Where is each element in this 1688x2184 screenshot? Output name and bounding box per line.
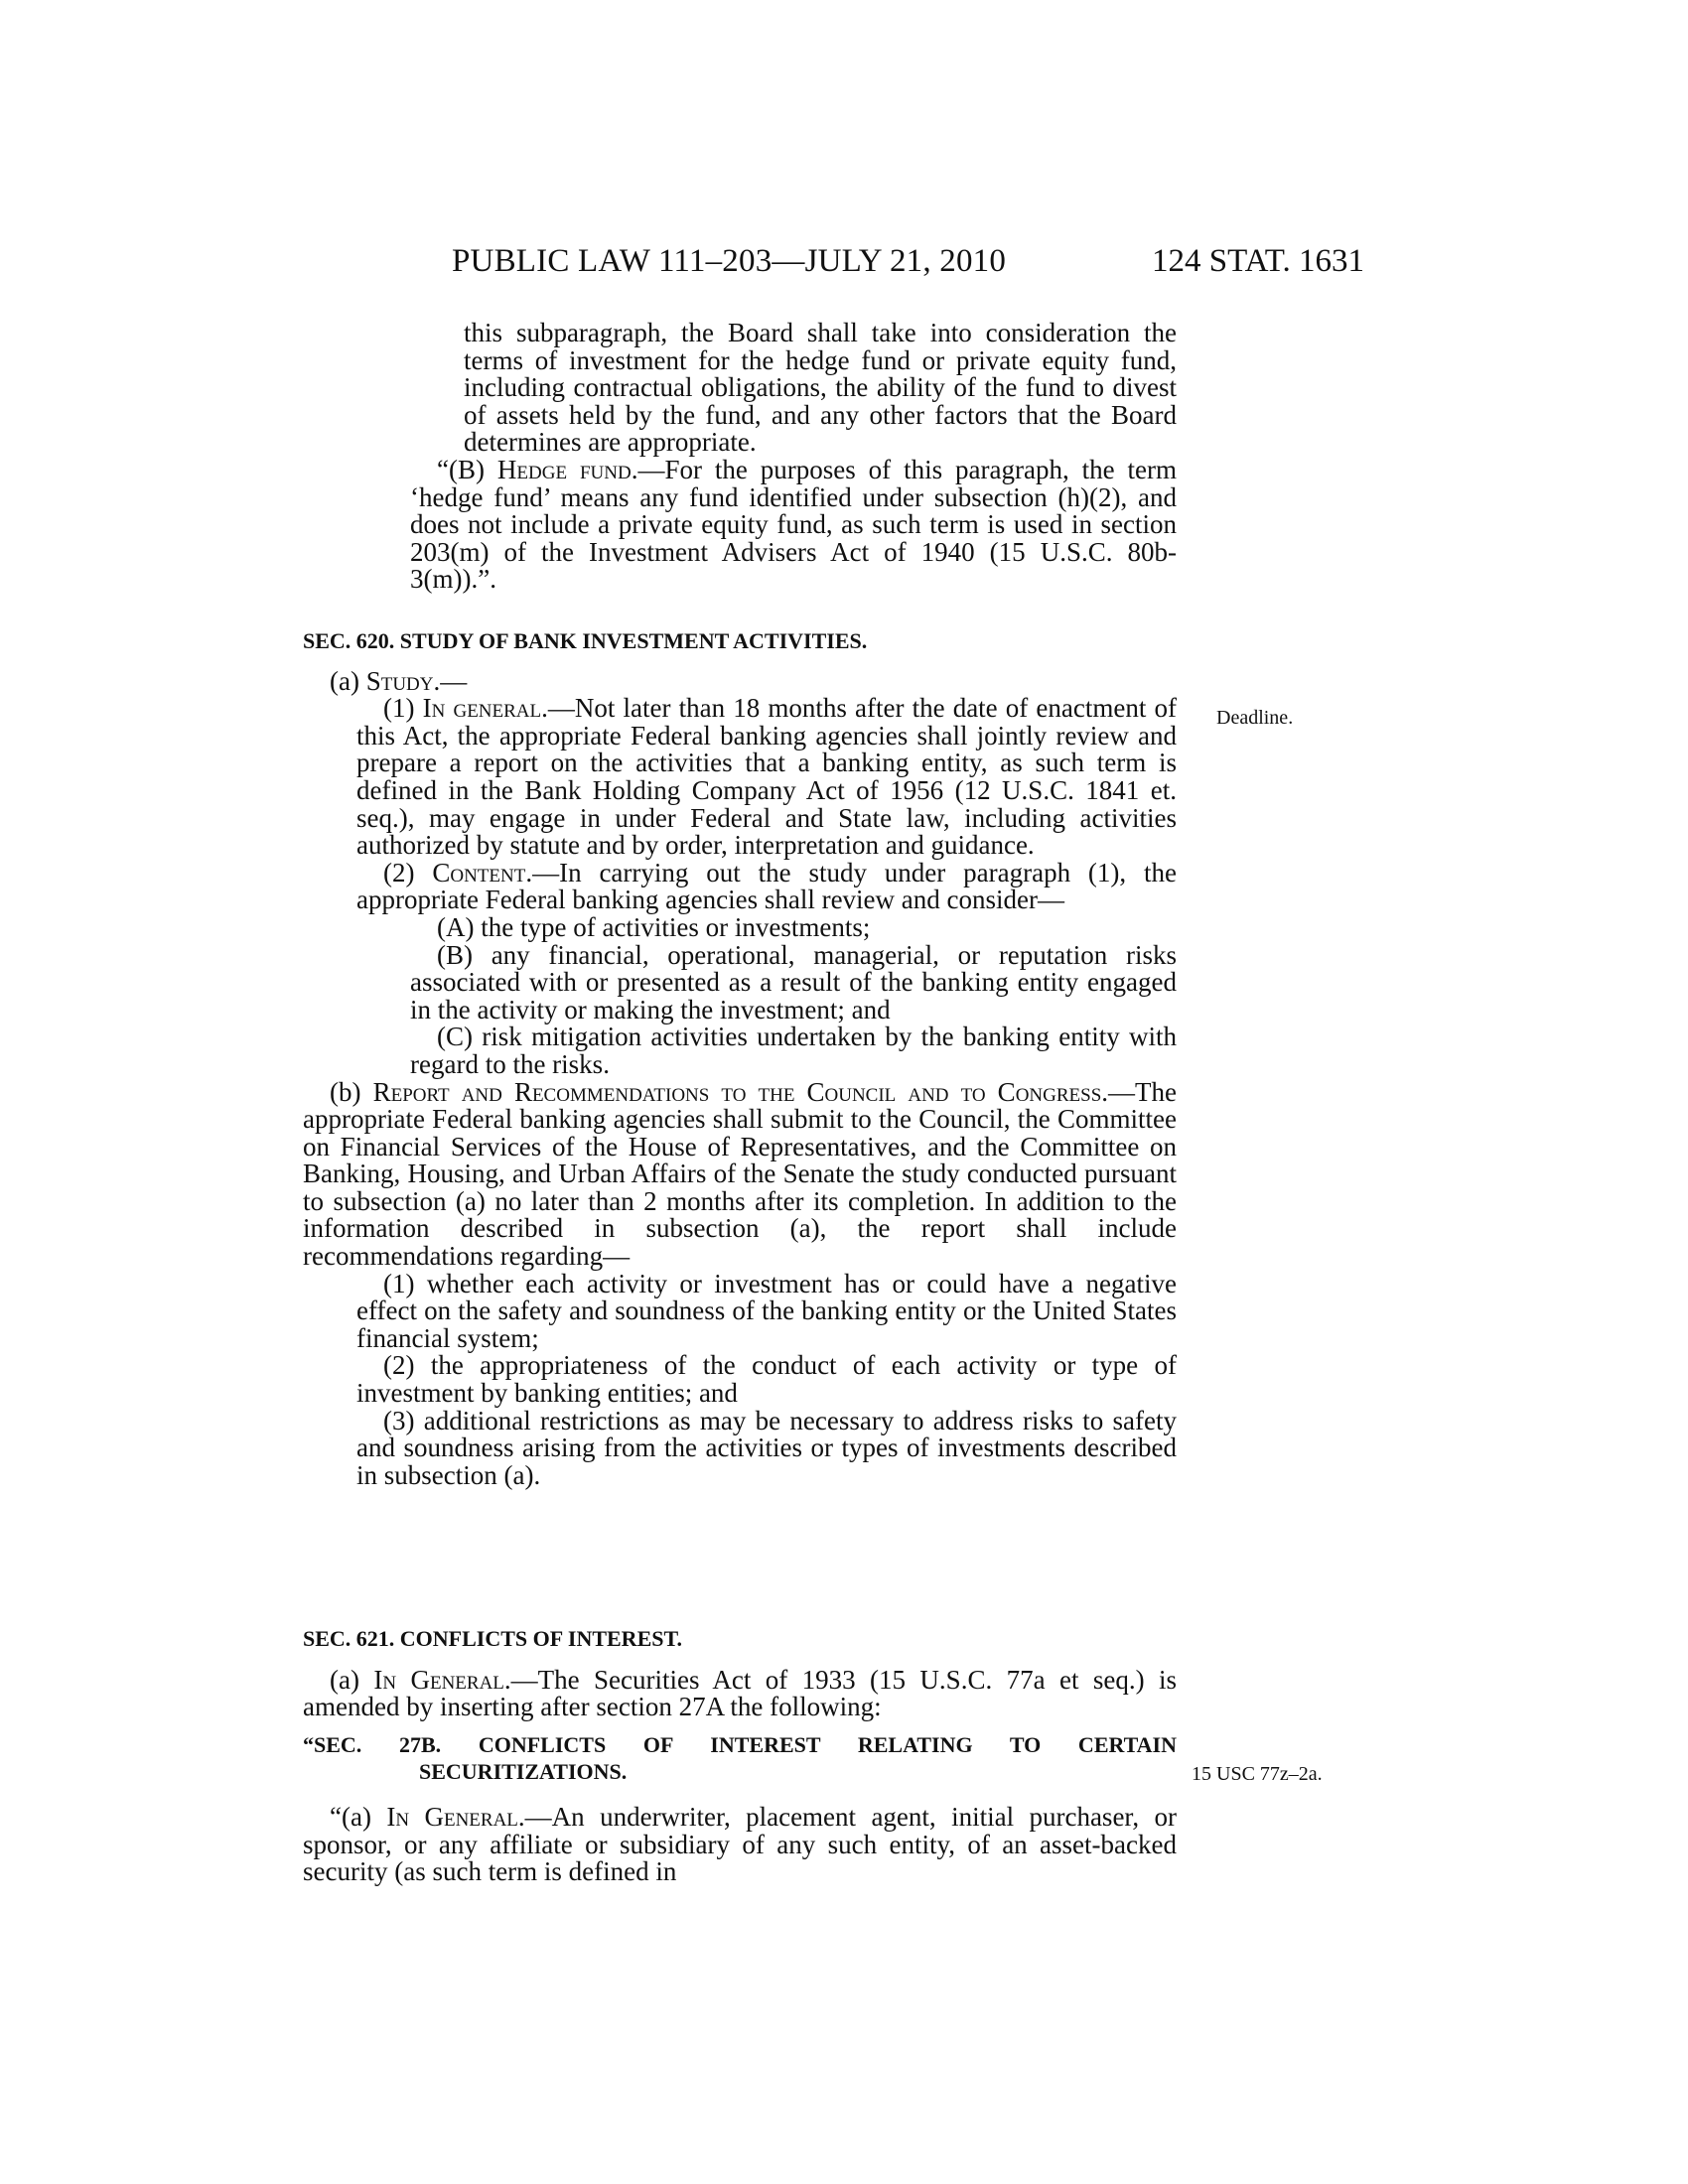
paragraph-heading: In general <box>422 693 542 724</box>
running-header-title: PUBLIC LAW 111–203—JULY 21, 2010 <box>452 243 1007 279</box>
paragraph-text: .—In carrying out the study under paragraph (1), the appropriate Federal banking agencies shall review and consider— <box>356 857 1177 915</box>
paragraph-label: (2) <box>383 857 433 887</box>
subsection-dash: .— <box>433 665 468 696</box>
section-heading: SEC. 621. CONFLICTS OF INTEREST. <box>303 1626 683 1651</box>
subsection-text: .—The appropriate Federal banking agencies shall submit to the Council, the Committee on Financial Services of the House of Representatives, and the Committee on Banking, Housing, and Urban Affairs of the Senate the study conducted pursuant to subsection (a) no later than 2 months after its completion. In addition to the information described in subsection (a), the report shall include recommendations regarding— <box>303 1076 1177 1272</box>
subsection-label: “(a) <box>330 1801 387 1832</box>
section-621 <box>303 1625 1177 1886</box>
subsection-b-report <box>303 1076 1177 1272</box>
paragraph-2-content <box>303 857 1177 915</box>
subparagraph-b: (B) any financial, operational, managerial, or reputation risks associated with or presented as a result of the banking entity engaged in the activity or making the investment; and <box>410 939 1177 1024</box>
subsection-heading: In General <box>373 1664 504 1695</box>
recommendation-3: (3) additional restrictions as may be necessary to address risks to safety and soundness arising from the activities or types of investments described in subsection (a). <box>356 1405 1177 1490</box>
subparagraph-a: (A) the type of activities or investments; <box>437 911 871 942</box>
recommendation-1: (1) whether each activity or investment has or could have a negative effect on the safety and soundness of the banking entity or the United States financial system; <box>356 1268 1177 1353</box>
paragraph-heading: Content <box>432 857 526 887</box>
paragraph-1-in-general <box>303 695 1177 860</box>
section-620 <box>303 627 1177 1489</box>
paragraph-label: “(B) <box>437 454 497 484</box>
subsection-a-in-general <box>303 1664 1177 1722</box>
paragraph-hedge-fund <box>303 454 1177 595</box>
subsection-text: .—An underwriter, placement agent, initial purchaser, or sponsor, or any affiliate or subsidiary of any such entity, of an asset-backed security (as such term is defined in <box>303 1801 1177 1887</box>
subsection-text: .—The Securities Act of 1933 (15 U.S.C. 77a et seq.) is amended by inserting after section 27A the following: <box>303 1664 1177 1722</box>
recommendation-2: (2) the appropriateness of the conduct of each activity or type of investment by banking entities; and <box>356 1350 1177 1409</box>
section-heading: SEC. 620. STUDY OF BANK INVESTMENT ACTIVITIES. <box>303 628 868 653</box>
paragraph-text: .—For the purposes of this paragraph, the term ‘hedge fund’ means any fund identified under subsection (h)(2), and does not include a private equity fund, as such term is used in section 203(m) of the Investment Advisers Act of 1940 (15 U.S.C. 80b-3(m)).”. <box>410 454 1177 595</box>
subsection-label: (a) <box>330 665 366 696</box>
subparagraph-c: (C) risk mitigation activities undertaken by the banking entity with regard to the risks. <box>410 1022 1177 1079</box>
margin-note-deadline: Deadline. <box>1216 707 1294 729</box>
subsection-heading: Report and Recommendations to the Council and to Congress <box>372 1076 1102 1107</box>
continuation-block <box>303 320 1177 594</box>
inserted-subsection-a <box>303 1801 1177 1887</box>
page-number: 124 STAT. 1631 <box>1152 243 1365 279</box>
paragraph-text: .—Not later than 18 months after the date of enactment of this Act, the appropriate Federal banking agencies shall jointly review and prepare a report on the activities that a banking entity, as such term is defined in the Bank Holding Company Act of 1956 (12 U.S.C. 1841 et. seq.), may engage in under Federal and State law, including activities authorized by statute and by order, interpretation and guidance. <box>356 693 1177 861</box>
subsection-heading: Study <box>365 665 434 696</box>
inserted-section-heading-line1: “SEC. 27B. CONFLICTS OF INTEREST RELATING TO CERTAIN <box>303 1731 1177 1757</box>
subsection-heading: In General <box>386 1801 518 1832</box>
inserted-section-heading-line2: SECURITIZATIONS. <box>419 1759 628 1785</box>
subsection-a-heading <box>303 665 1177 696</box>
subsection-label: (a) <box>330 1664 374 1695</box>
paragraph-continuation: this subparagraph, the Board shall take into consideration the terms of investment for the hedge fund or private equity fund, including contractual obligations, the ability of the fund to divest of assets held by the fund, and any other factors that the Board determines are appropriate. <box>464 318 1177 458</box>
paragraph-label: (1) <box>383 693 423 724</box>
subsection-label: (b) <box>330 1076 373 1107</box>
paragraph-heading: Hedge fund <box>496 454 632 484</box>
margin-note-usc-citation: 15 USC 77z–2a. <box>1192 1763 1323 1785</box>
